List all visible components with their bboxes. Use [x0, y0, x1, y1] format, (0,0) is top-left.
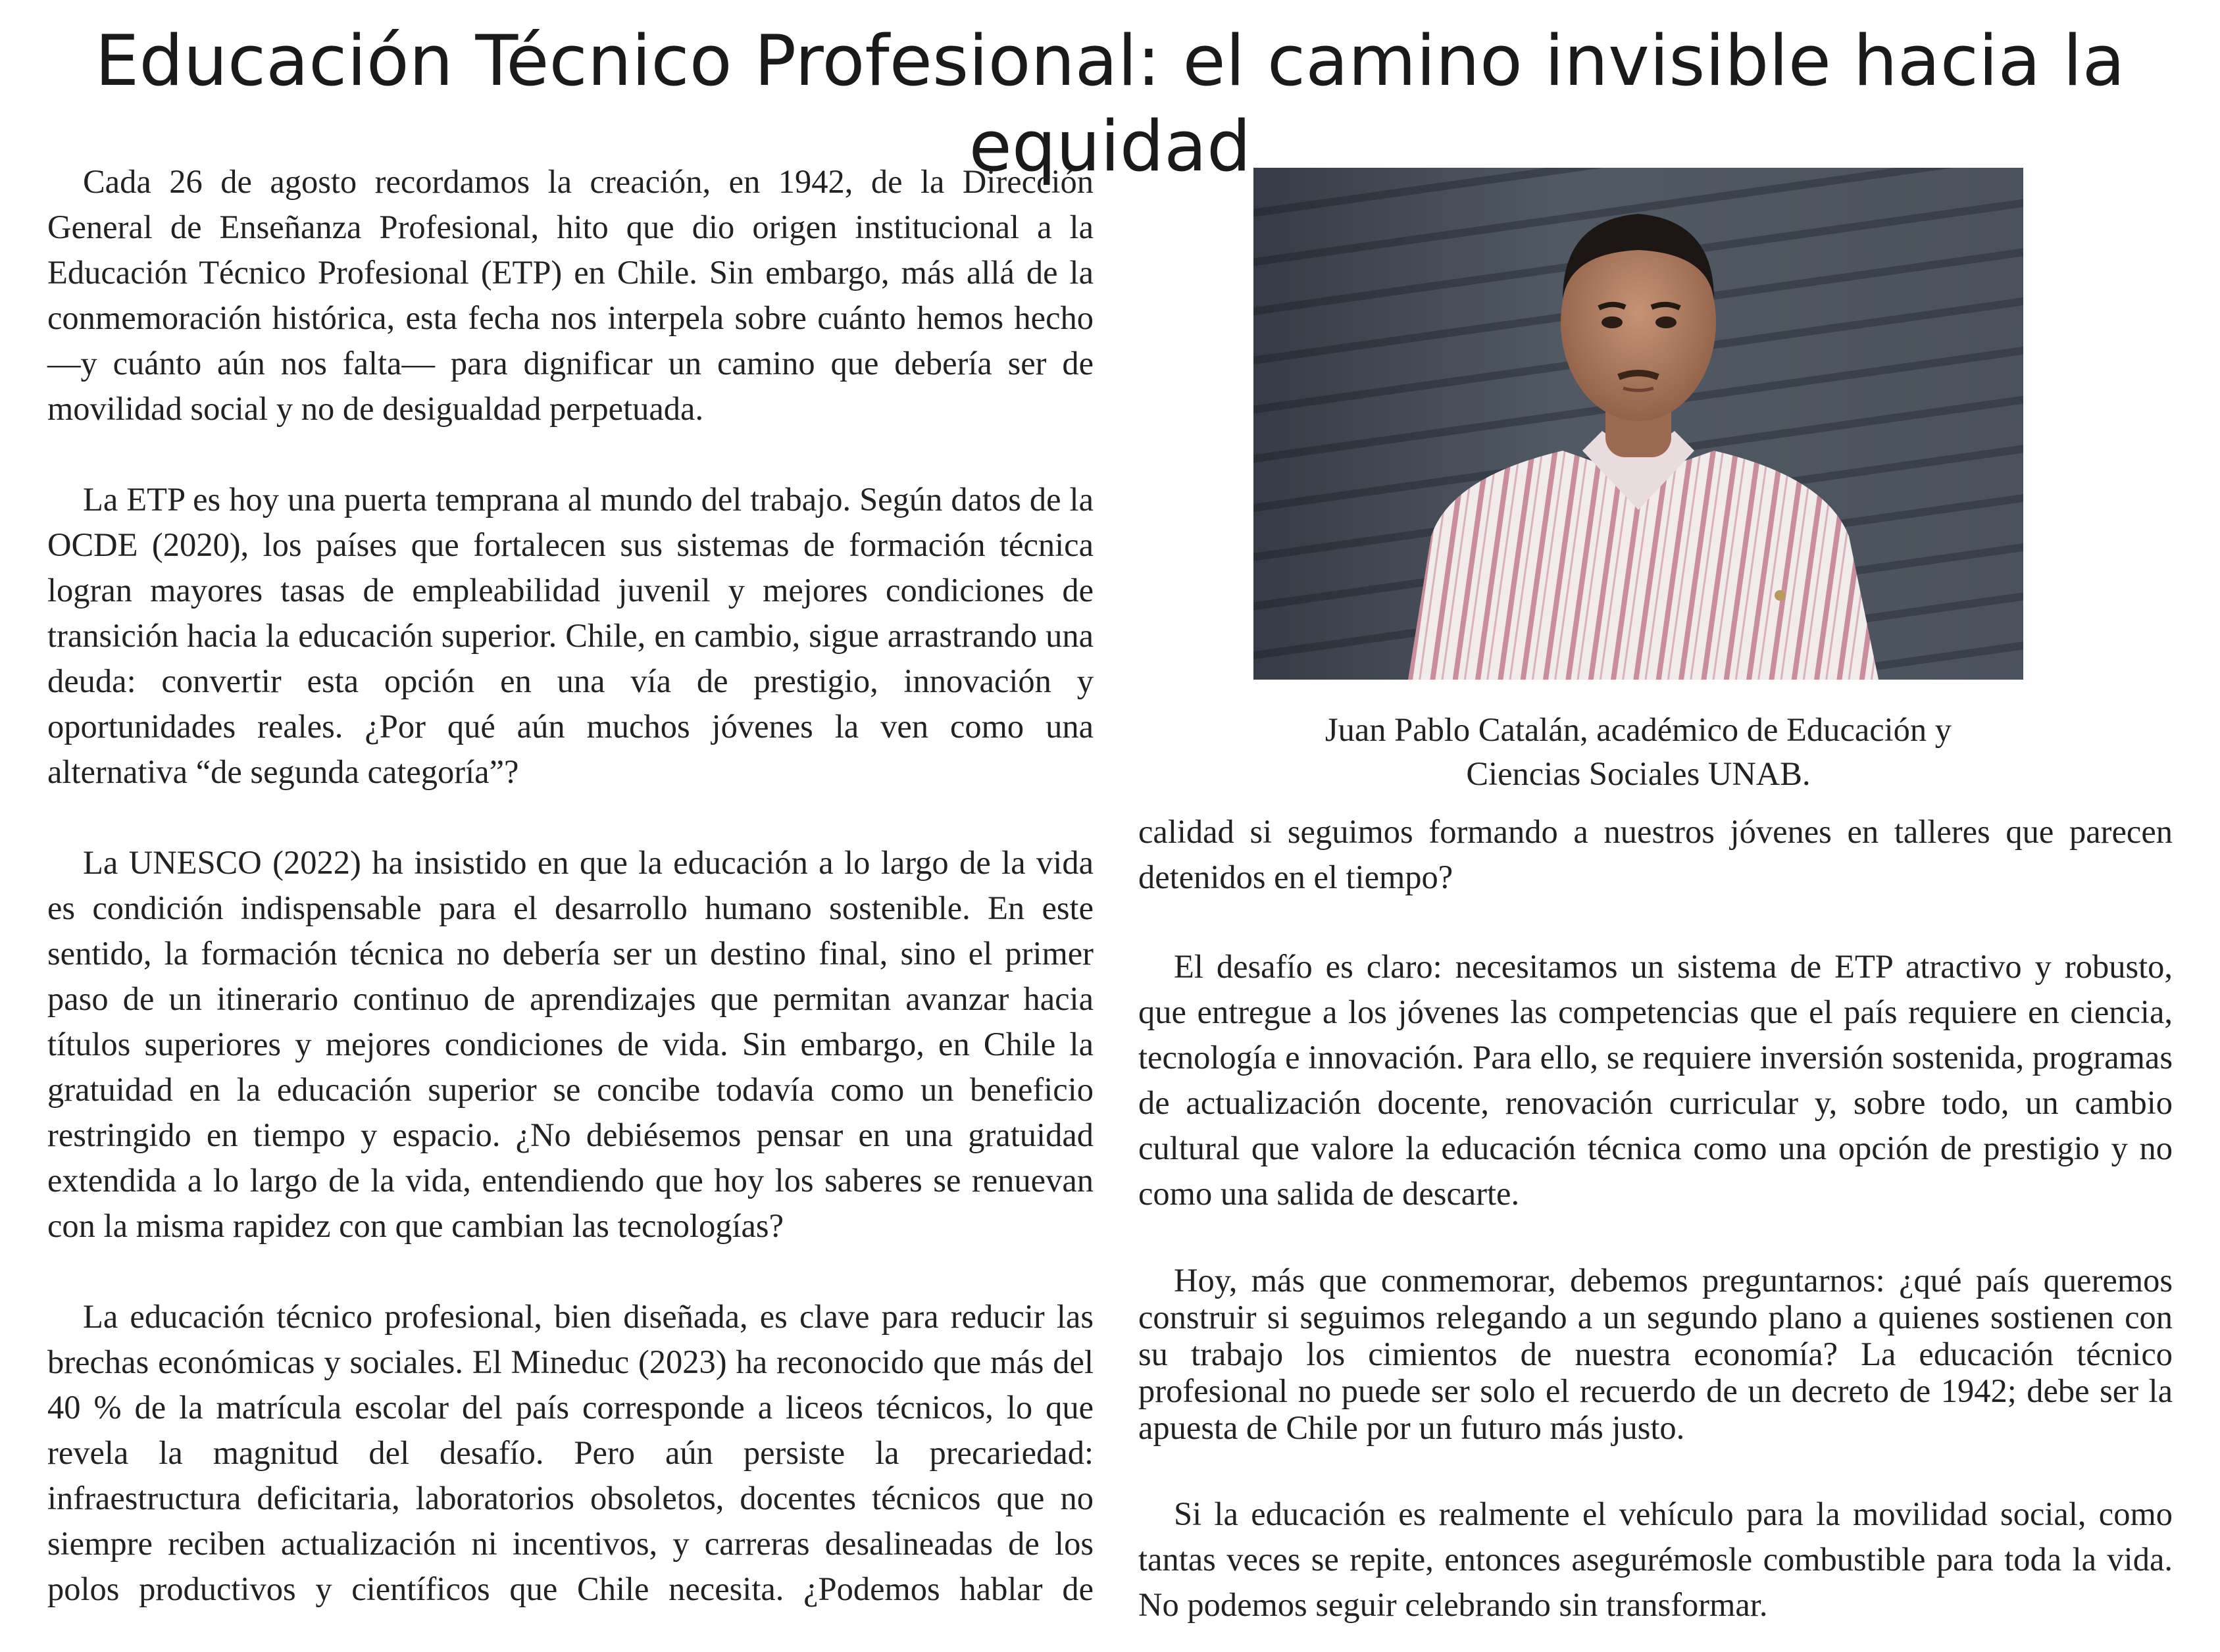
author-photo [1253, 168, 2023, 680]
photo-caption-line: Ciencias Sociales UNAB. [1466, 755, 1811, 792]
article-paragraph: Cada 26 de agosto recordamos la creación, en 1942, de la Dirección General de Enseñanza Profesional, hito que dio origen institucional a la Educación Técnico Profesional (ETP) en Chile. Sin embargo, más allá de la conmemoración histórica, esta fecha nos interpela sobre cuánto hemos hecho —y cuánto aún nos falta— para dignificar un camino que debería ser de movilidad social y no de desigualdad perpetuada. [47, 163, 1094, 427]
article-column-left [47, 159, 1094, 1612]
article-paragraph: La educación técnico profesional, bien diseñada, es clave para reducir las brechas económicas y sociales. El Mineduc (2023) ha reconocido que más del 40 % de la matrícula escolar del país corresponde a liceos técnicos, lo que revela la magnitud del desafío. Pero aún persiste la precariedad: infraestructura deficitaria, laboratorios obsoletos, docentes técnicos que no siempre reciben actualización ni incentivos, y carreras desalineadas de los polos productivos y científicos que Chile necesita. ¿Podemos hablar de [47, 1298, 1094, 1607]
article-paragraph: Si la educación es realmente el vehículo para la movilidad social, como tantas veces se repite, entonces asegurémosle combustible para toda la vida. No podemos seguir celebrando sin transformar. [1138, 1495, 2173, 1623]
article-column-right-continuation [1138, 809, 2173, 900]
author-portrait-illustration [1253, 168, 2023, 680]
article-column-right [1138, 944, 2173, 1628]
photo-caption [1237, 708, 2040, 796]
article-paragraph: La ETP es hoy una puerta temprana al mundo del trabajo. Según datos de la OCDE (2020), los países que fortalecen sus sistemas de formación técnica logran mayores tasas de empleabilidad juvenil y mejores condiciones de transición hacia la educación superior. Chile, en cambio, sigue arrastrando una deuda: convertir esta opción en una vía de prestigio, innovación y oportunidades reales. ¿Por qué aún muchos jóvenes la ven como una alternativa “de segunda categoría”? [47, 481, 1094, 790]
article-paragraph: Hoy, más que conmemorar, debemos preguntarnos: ¿qué país queremos construir si seguimos relegando a un segundo plano a quienes sostienen con su trabajo los cimientos de nuestra economía? La educación técnico profesional no puede ser solo el recuerdo de un decreto de 1942; debe ser la apuesta de Chile por un futuro más justo. [1138, 1262, 2173, 1446]
photo-caption-line: Juan Pablo Catalán, académico de Educación y [1324, 711, 1952, 748]
article-paragraph: El desafío es claro: necesitamos un sistema de ETP atractivo y robusto, que entregue a los jóvenes las competencias que el país requiere en ciencia, tecnología e innovación. Para ello, se requiere inversión sostenida, programas de actualización docente, renovación curricular y, sobre todo, un cambio cultural que valore la educación técnica como una opción de prestigio y no como una salida de descarte. [1138, 948, 2173, 1212]
article-paragraph: calidad si seguimos formando a nuestros jóvenes en talleres que parecen detenidos en el tiempo? [1138, 813, 2173, 895]
article-title: Educación Técnico Profesional: el camino invisible hacia la equidad [95, 20, 2125, 187]
article-paragraph: La UNESCO (2022) ha insistido en que la educación a lo largo de la vida es condición indispensable para el desarrollo humano sostenible. En este sentido, la formación técnica no debería ser un destino final, sino el primer paso de un itinerario continuo de aprendizajes que permitan avanzar hacia títulos superiores y mejores condiciones de vida. Sin embargo, en Chile la gratuidad en la educación superior se concibe todavía como un beneficio restringido en tiempo y espacio. ¿No debiésemos pensar en una gratuidad extendida a lo largo de la vida, entendiendo que hoy los saberes se renuevan con la misma rapidez con que cambian las tecnologías? [47, 844, 1094, 1244]
